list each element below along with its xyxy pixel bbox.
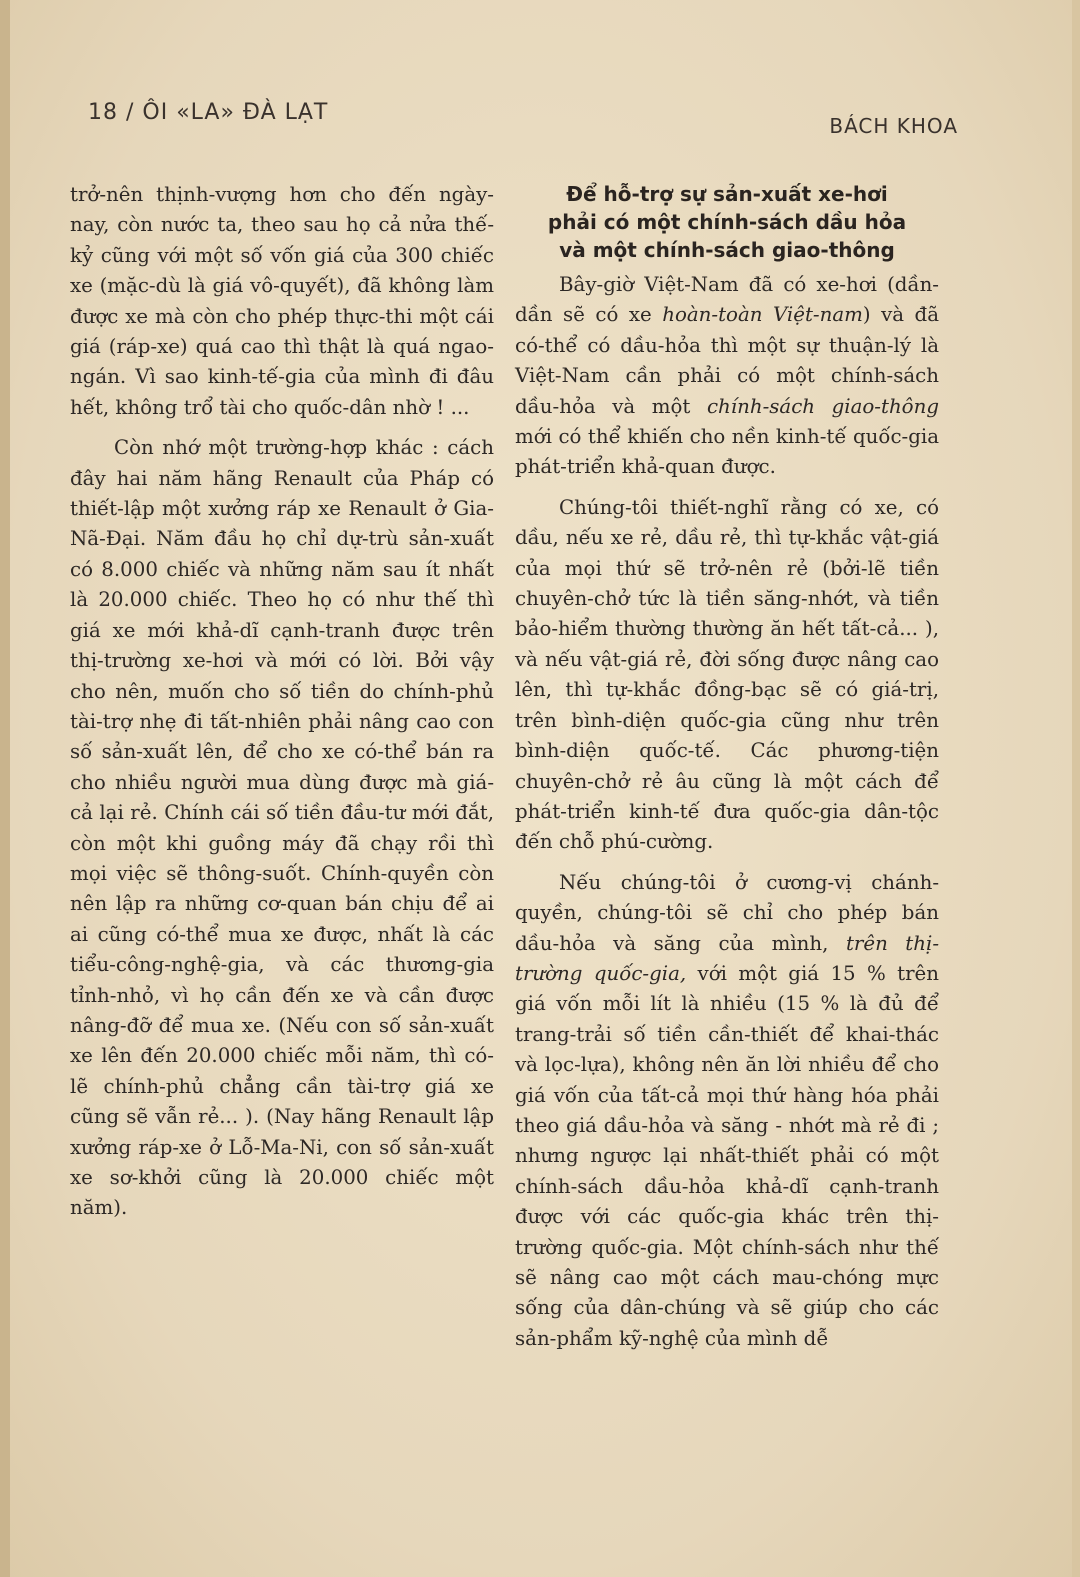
- right-p3-text-b: với một giá 15 % trên giá vốn mỗi lít là nhiều (15 % là đủ để trang-trải số tiền cần-thiết để khai-thác và lọc-lựa), không nên ăn lời nhiều để cho giá vốn của tất-cả mọi thứ hàng hóa phải theo giá dầu-hỏa và săng - nhớt mà rẻ đi ; nhưng ngược lại nhất-thiết phải có một chính-sách dầu-hỏa khả-dĩ cạnh-tranh được với các quốc-gia khác trên thị-trường quốc-gia. Một chính-sách như thế sẽ nâng cao một cách mau-chóng mực sống của dân-chúng và sẽ giúp cho các sản-phẩm kỹ-nghệ của mình dễ: [515, 961, 939, 1350]
- right-p1-italic-2: chính-sách giao-thông: [706, 394, 939, 418]
- page-header: [88, 100, 958, 140]
- right-p1-italic-1: hoàn-toàn Việt-nam: [662, 303, 863, 327]
- header-page-number-title: 18 / ÔI «LA» ĐÀ LẠT: [88, 100, 329, 125]
- right-p3-text-a: Nếu chúng-tôi ở cương-vị chánh-quyền, chúng-tôi sẽ chỉ cho phép bán dầu-hỏa và săng của mình,: [515, 870, 939, 955]
- header-magazine-name: BÁCH KHOA: [829, 114, 958, 138]
- right-paragraph-2: Chúng-tôi thiết-nghĩ rằng có xe, có dầu, nếu xe rẻ, dầu rẻ, thì tự-khắc vật-giá của mọi thứ sẽ trở-nên rẻ (bởi-lẽ tiền chuyên-chở tức là tiền săng-nhớt, và tiền bảo-hiểm thường thường ăn hết tất-cả... ), và nếu vật-giá rẻ, đời sống được nâng cao lên, thì tự-khắc đồng-bạc sẽ có giá-trị, trên bình-diện quốc-gia cũng như trên bình-diện quốc-tế. Các phương-tiện chuyên-chở rẻ âu cũng là một cách để phát-triển kinh-tế đưa quốc-gia dân-tộc đến chỗ phú-cường.: [515, 495, 939, 854]
- right-p1-text-a: Bây-giờ Việt-Nam đã có xe-hơi (dần-dần sẽ có xe: [515, 273, 939, 327]
- left-column: [70, 180, 494, 1234]
- heading-line-2: phải có một chính-sách dầu hỏa: [547, 210, 907, 234]
- heading-line-3: và một chính-sách giao-thông: [559, 238, 895, 262]
- left-paragraph-2: Còn nhớ một trường-hợp khác : cách đây hai năm hãng Renault của Pháp có thiết-lập một xưởng ráp xe Renault ở Gia-Nã-Đại. Năm đầu họ chỉ dự-trù sản-xuất có 8.000 chiếc và những năm sau ít nhất là 20.000 chiếc. Theo họ có như thế thì giá xe mới khả-dĩ cạnh-tranh được trên thị-trường xe-hơi và mới có lời. Bởi vậy cho nên, muốn cho số tiền do chính-phủ tài-trợ nhẹ đi tất-nhiên phải nâng cao con số sản-xuất lên, để cho xe có-thể bán ra cho nhiều người mua dùng được mà giá-cả lại rẻ. Chính cái số tiền đầu-tư mới đắt, còn một khi guồng máy đã chạy rồi thì mọi việc sẽ thông-suốt. Chính-quyền còn nên lập ra những cơ-quan bán chịu để ai ai cũng có-thể mua xe được, nhất là các tiểu-công-nghệ-gia, và các thương-gia tỉnh-nhỏ, vì họ cần đến xe và cần được nâng-đỡ để mua xe. (Nếu con số sản-xuất xe lên đến 20.000 chiếc mỗi năm, thì có-lẽ chính-phủ chẳng cần tài-trợ giá xe cũng sẽ vẫn rẻ... ). (Nay hãng Renault lập xưởng ráp-xe ở Lỗ-Ma-Ni, con số sản-xuất xe sơ-khởi cũng là 20.000 chiếc một năm).: [70, 436, 494, 1220]
- heading-line-1: Để hỗ-trợ sự sản-xuất xe-hơi: [566, 182, 888, 206]
- right-paragraph-1: [515, 270, 939, 483]
- right-p3-italic: trên thị-trường quốc-gia,: [515, 931, 940, 985]
- page-edge-left: [0, 0, 10, 1577]
- left-paragraph-1: trở-nên thịnh-vượng hơn cho đến ngày-nay, còn nước ta, theo sau họ cả nửa thế-kỷ cũng với một số vốn giá của 300 chiếc xe (mặc-dù là giá vô-quyết), đã không làm được xe mà còn cho phép thực-thi một cái giá (ráp-xe) quá cao thì thật là quá ngao-ngán. Vì sao kinh-tế-gia của mình đi đâu hết, không trổ tài cho quốc-dân nhờ ! ...: [70, 183, 494, 419]
- right-p1-text-b: ) và đã có-thể có dầu-hỏa thì một sự thuận-lý là Việt-Nam cần phải có một chính-sách dầu-hỏa và một: [515, 303, 940, 418]
- section-heading: [515, 180, 939, 264]
- right-column: [515, 180, 939, 1364]
- page-edge-right: [1072, 0, 1080, 1577]
- right-p1-text-c: mới có thể khiến cho nền kinh-tế quốc-gia phát-triển khả-quan được.: [515, 425, 939, 479]
- right-paragraph-3: [515, 868, 939, 1355]
